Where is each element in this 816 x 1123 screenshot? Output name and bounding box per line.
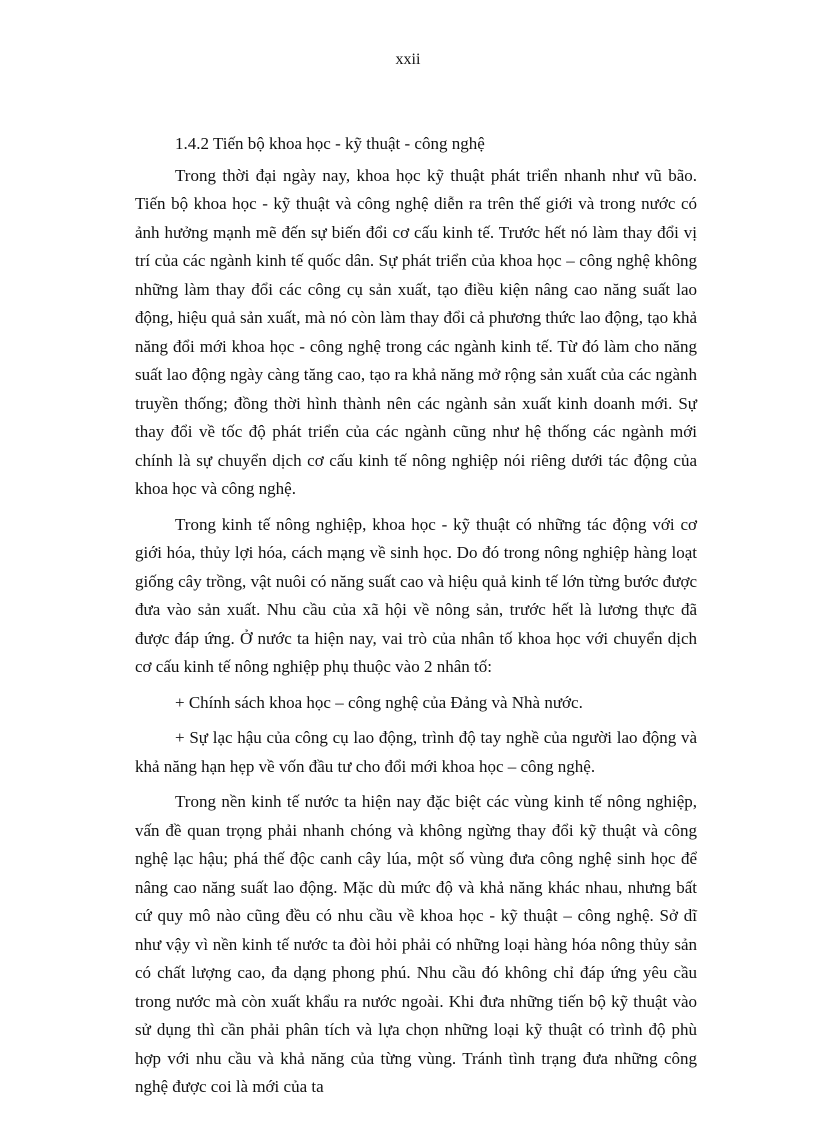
document-body — [135, 130, 697, 1109]
page-number: xxii — [395, 51, 421, 68]
list-item-policy: + Chính sách khoa học – công nghệ của Đảng và Nhà nước. — [175, 692, 583, 712]
paragraph-3: Trong nền kinh tế nước ta hiện nay đặc biệt các vùng kinh tế nông nghiệp, vấn đề quan trọng phải nhanh chóng và không ngừng thay đổi kỹ thuật và công nghệ lạc hậu; phá thế độc canh cây lúa, một số vùng đưa công nghệ sinh học để nâng cao năng suất lao động. Mặc dù mức độ và khả năng khác nhau, nhưng bất cứ quy mô nào cũng đều có nhu cầu về khoa học - kỹ thuật – công nghệ. Sở dĩ như vậy vì nền kinh tế nước ta đòi hỏi phải có những loại hàng hóa nông thủy sản có chất lượng cao, đa dạng phong phú. Nhu cầu đó không chỉ đáp ứng yêu cầu trong nước mà còn xuất khẩu ra nước ngoài. Khi đưa những tiến bộ kỹ thuật vào sử dụng thì cần phải phân tích và lựa chọn những loại kỹ thuật có trình độ phù hợp với nhu cầu và khả năng của từng vùng. Tránh tình trạng đưa những công nghệ được coi là mới của ta — [135, 792, 697, 1096]
section-heading: 1.4.2 Tiến bộ khoa học - kỹ thuật - công nghệ — [175, 134, 485, 153]
paragraph-2: Trong kinh tế nông nghiệp, khoa học - kỹ thuật có những tác động với cơ giới hóa, thủy lợi hóa, cách mạng về sinh học. Do đó trong nông nghiệp hàng loạt giống cây trồng, vật nuôi có năng suất cao và hiệu quả kinh tế lớn từng bước được đưa vào sản xuất. Nhu cầu của xã hội về nông sản, trước hết là lương thực đã được đáp ứng. Ở nước ta hiện nay, vai trò của nhân tố khoa học với chuyển dịch cơ cấu kinh tế nông nghiệp phụ thuộc vào 2 nhân tố: — [135, 514, 697, 676]
paragraph-1: Trong thời đại ngày nay, khoa học kỹ thuật phát triển nhanh như vũ bão. Tiến bộ khoa học - kỹ thuật và công nghệ diễn ra trên thế giới và trong nước có ảnh hưởng mạnh mẽ đến sự biến đổi cơ cấu kinh tế. Trước hết nó làm thay đổi vị trí của các ngành kinh tế quốc dân. Sự phát triển của khoa học – công nghệ không những làm thay đổi các công cụ sản xuất, tạo điều kiện nâng cao năng suất lao động, hiệu quả sản xuất, mà nó còn làm thay đổi cả phương thức lao động, tạo khả năng đổi mới khoa học - công nghệ trong các ngành kinh tế. Từ đó làm cho năng suất lao động ngày càng tăng cao, tạo ra khả năng mở rộng sản xuất của các ngành truyền thống; đồng thời hình thành nên các ngành sản xuất kinh doanh mới. Sự thay đổi về tốc độ phát triển của các ngành cũng như hệ thống các ngành mới chính là sự chuyển dịch cơ cấu kinh tế nông nghiệp nói riêng dưới tác động của khoa học và công nghệ. — [135, 165, 697, 498]
list-item-backwardness: + Sự lạc hậu của công cụ lao động, trình độ tay nghề của người lao động và khả năng hạn hẹp về vốn đầu tư cho đổi mới khoa học – công nghệ. — [135, 728, 697, 776]
